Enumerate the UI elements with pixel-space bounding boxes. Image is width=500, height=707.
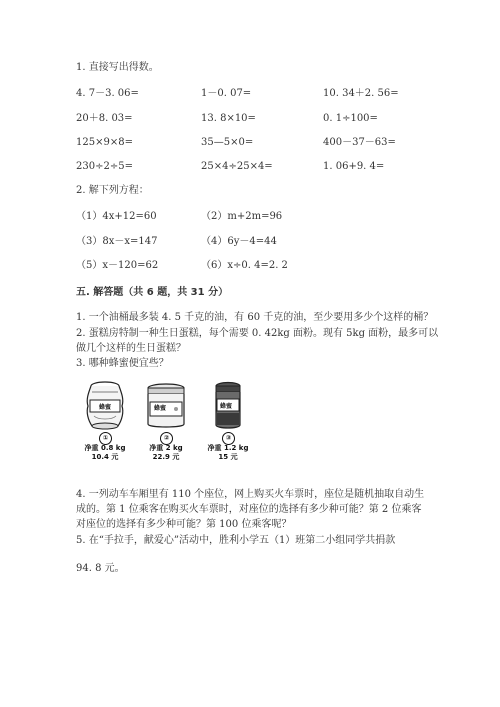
question-2-line2: 做几个这样的生日蛋糕？ (76, 343, 186, 354)
question-5-line2: 94. 8 元。 (76, 563, 125, 574)
question-1: 1. 一个油桶最多装 4. 5 千克的油，有 60 千克的油，至少要用多少个这样的桶？ (76, 312, 434, 323)
jar-3-number: ③ (222, 432, 235, 445)
equation-5: （5）x－120=62 (76, 260, 159, 271)
section1-title: 1. 直接写出得数。 (76, 62, 159, 73)
jar-3-weight: 净重 1.2 kg (207, 444, 249, 452)
jar-1-price: 10.4 元 (91, 453, 119, 461)
section2-title: 2. 解下列方程： (76, 185, 149, 196)
jar-1-number: ① (99, 432, 112, 445)
calc-3-3: 400－37－63= (323, 137, 396, 148)
question-3: 3. 哪种蜂蜜便宜些？ (76, 358, 169, 369)
question-2-line1: 2. 蛋糕房特制一种生日蛋糕，每个需要 0. 42kg 面粉。现有 5kg 面粉，最多可以 (76, 328, 439, 339)
jar-3-price: 15 元 (218, 453, 238, 461)
jar-2-weight: 净重 2 kg (149, 444, 183, 452)
calc-2-1: 20＋8. 03= (76, 113, 133, 124)
jar-1-label: 蜂蜜 (98, 404, 111, 411)
jar-2-price: 22.9 元 (152, 453, 180, 461)
calc-2-3: 0. 1÷100= (323, 113, 378, 124)
equation-1: （1）4x+12=60 (76, 211, 157, 222)
jar-2-number: ② (160, 432, 173, 445)
calc-1-2: 1－0. 07= (201, 88, 252, 99)
equation-4: （4）6y－4=44 (201, 236, 277, 247)
question-4-line1: 4. 一列动车车厢里有 110 个座位，网上购买火车票时，座位是随机抽取自动生 (76, 489, 425, 500)
equation-2: （2）m+2m=96 (201, 211, 283, 222)
calc-1-1: 4. 7－3. 06= (76, 88, 139, 99)
question-4-line2: 成的。第 1 位乘客在购买火车票时，对座位的选择有多少种可能？第 2 位乘客 (76, 504, 422, 515)
equation-3: （3）8x－x=147 (76, 236, 158, 247)
question-5-line1: 5. 在“手拉手，献爱心”活动中，胜利小学五（1）班第二小组同学共捐款 (76, 535, 396, 546)
jar-1-weight: 净重 0.8 kg (84, 444, 126, 452)
calc-3-1: 125×9×8= (76, 137, 133, 148)
calc-2-2: 13. 8×10= (201, 113, 256, 124)
jar-3-label: 蜂蜜 (219, 403, 232, 410)
jar-2-label: 蜂蜜 (153, 405, 166, 412)
section5-heading: 五. 解答题（共 6 题，共 31 分） (76, 287, 229, 298)
calc-4-3: 1. 06+9. 4= (323, 161, 385, 172)
calc-1-3: 10. 34＋2. 56= (323, 88, 399, 99)
equation-6: （6）x÷0. 4=2. 2 (201, 260, 288, 271)
calc-3-2: 35—5×0= (201, 137, 254, 148)
calc-4-2: 25×4÷25×4= (201, 161, 273, 172)
question-4-line3: 对座位的选择有多少种可能？第 100 位乘客呢？ (76, 519, 292, 530)
calc-4-1: 230÷2÷5= (76, 161, 133, 172)
